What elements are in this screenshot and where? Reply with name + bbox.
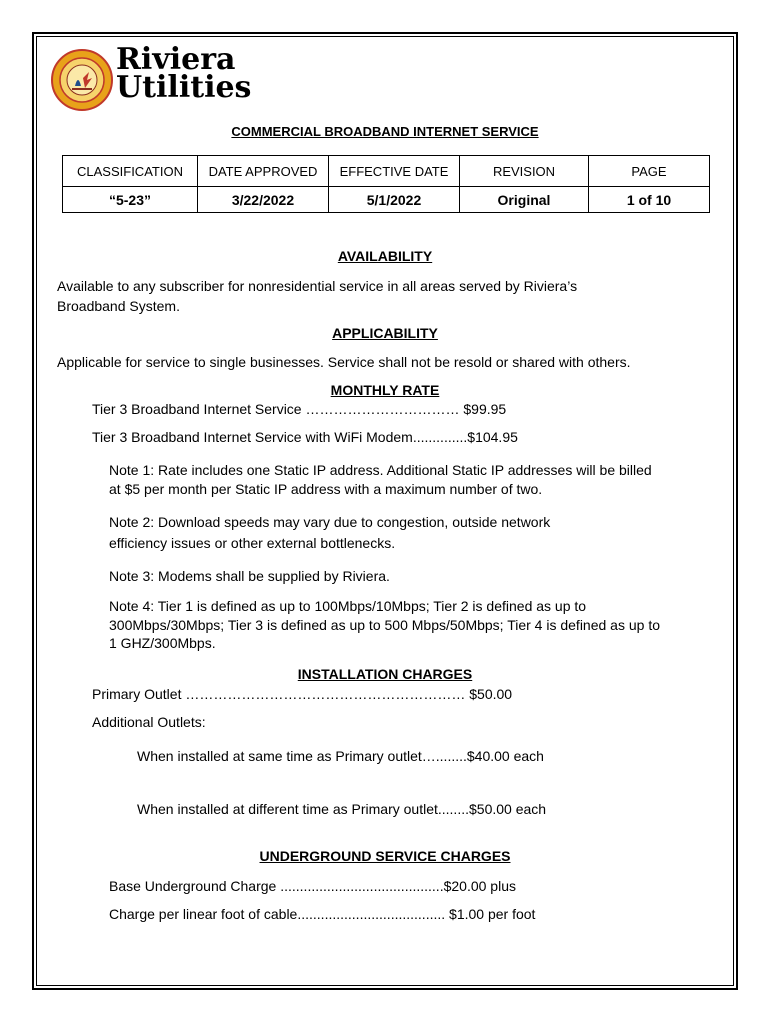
note-1-line-2: at $5 per month per Static IP address with a maximum number of two. [109, 481, 543, 497]
additional-outlets-label: Additional Outlets: [92, 714, 206, 730]
note-4-line-2: 300Mbps/30Mbps; Tier 3 is defined as up to 500 Mbps/50Mbps; Tier 4 is defined as up to [109, 617, 660, 633]
monthly-rate-heading: MONTHLY RATE [330, 382, 440, 398]
rate-tier3: Tier 3 Broadband Internet Service …………………………… $99.95 [92, 401, 507, 417]
installation-heading: INSTALLATION CHARGES [297, 666, 473, 682]
header-classification: CLASSIFICATION [63, 156, 198, 187]
value-effective-date: 5/1/2022 [329, 187, 460, 213]
rate-tier3-wifi: Tier 3 Broadband Internet Service with WiFi Modem..............$104.95 [92, 429, 518, 445]
info-table-value-row [63, 187, 710, 213]
value-date-approved: 3/22/2022 [198, 187, 329, 213]
header-date-approved: DATE APPROVED [198, 156, 329, 187]
note-2-line-2: efficiency issues or other external bottlenecks. [109, 535, 396, 551]
header-revision: REVISION [460, 156, 589, 187]
additional-same-time-charge: When installed at same time as Primary outlet…........$40.00 each [137, 748, 544, 764]
document-title: COMMERCIAL BROADBAND INTERNET SERVICE [231, 124, 539, 139]
seal-icon [50, 48, 114, 112]
info-table-header-row [63, 156, 710, 187]
per-foot-cable-charge: Charge per linear foot of cable...................................... $1.00 per foot [109, 906, 536, 922]
availability-heading: AVAILABILITY [337, 248, 433, 264]
note-4-line-1: Note 4: Tier 1 is defined as up to 100Mbps/10Mbps; Tier 2 is defined as up to [109, 598, 587, 614]
tariff-info-table [62, 155, 710, 213]
base-underground-charge: Base Underground Charge ..........................................$20.00 plus [109, 878, 516, 894]
logo-wordmark [116, 42, 252, 105]
availability-text-line-1: Available to any subscriber for nonresidential service in all areas served by Riviera’s [57, 278, 578, 294]
header-effective-date: EFFECTIVE DATE [329, 156, 460, 187]
riviera-utilities-logo [50, 42, 252, 112]
applicability-text: Applicable for service to single businesses. Service shall not be resold or shared with others. [57, 354, 631, 370]
note-1-line-1: Note 1: Rate includes one Static IP address. Additional Static IP addresses will be billed [109, 462, 652, 478]
value-page: 1 of 10 [589, 187, 710, 213]
note-2-line-1: Note 2: Download speeds may vary due to congestion, outside network [109, 514, 551, 530]
value-revision: Original [460, 187, 589, 213]
header-page: PAGE [589, 156, 710, 187]
underground-heading: UNDERGROUND SERVICE CHARGES [259, 848, 511, 864]
note-4-line-3: 1 GHZ/300Mbps. [109, 635, 216, 651]
applicability-heading: APPLICABILITY [332, 325, 438, 341]
value-classification: “5-23” [63, 187, 198, 213]
availability-text-line-2: Broadband System. [57, 298, 180, 314]
additional-different-time-charge: When installed at different time as Primary outlet........$50.00 each [137, 801, 547, 817]
note-3: Note 3: Modems shall be supplied by Riviera. [109, 568, 390, 584]
primary-outlet-charge: Primary Outlet …………………………………………………… $50.00 [92, 686, 513, 702]
logo-line-2: Utilities [116, 70, 252, 105]
logo-line-1: Riviera [116, 42, 236, 77]
